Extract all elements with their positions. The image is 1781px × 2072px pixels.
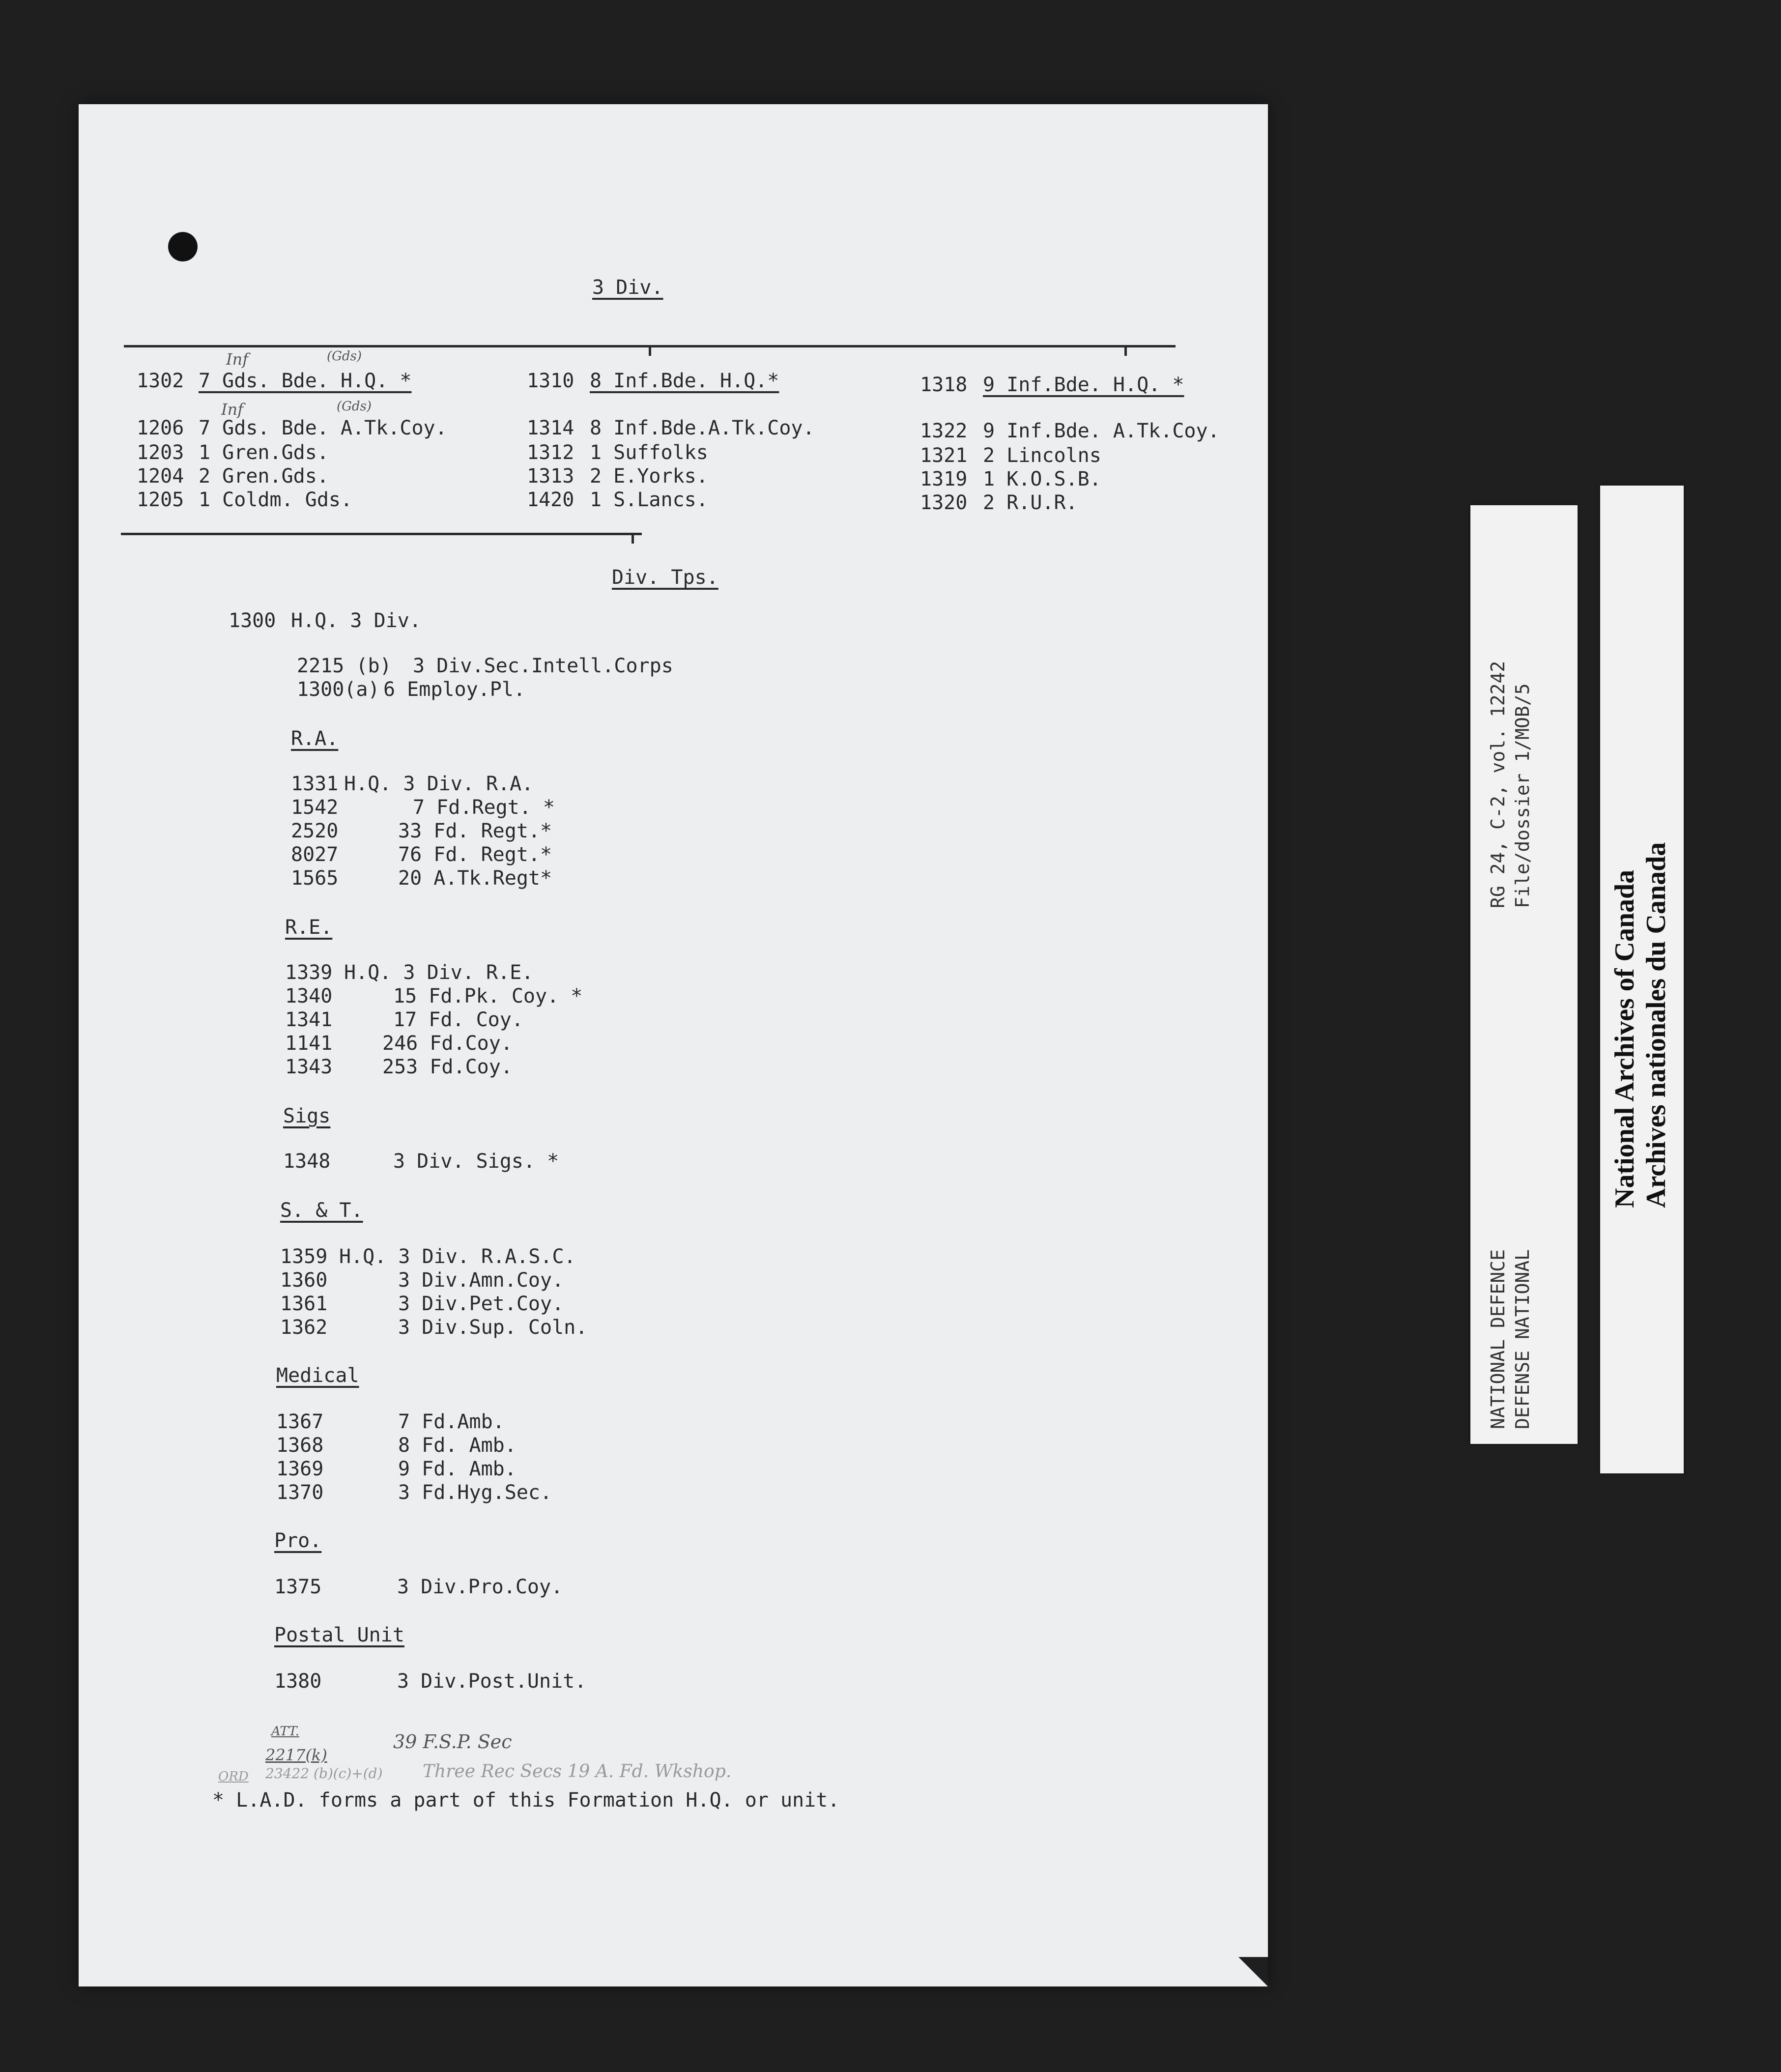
unit-number: 1375 — [274, 1576, 322, 1598]
unit-number: 1367 — [276, 1410, 324, 1433]
unit-number: 1300(a) — [297, 678, 380, 701]
unit-number: 1542 — [291, 796, 339, 819]
unit-name: 8 Inf.Bde.A.Tk.Coy. — [590, 417, 815, 439]
handwritten-annotation: Inf — [226, 350, 249, 369]
unit-name: 1 K.O.S.B. — [983, 468, 1101, 490]
unit-number: 1205 — [137, 489, 184, 511]
brigade-hq-name: 9 Inf.Bde. H.Q. * — [983, 374, 1184, 396]
punch-hole — [168, 232, 198, 261]
footnote: * L.A.D. forms a part of this Formation H.Q. or unit. — [212, 1789, 840, 1812]
unit-name: 2 E.Yorks. — [590, 465, 708, 488]
unit-number: 1320 — [920, 491, 968, 514]
unit-number: 1340 — [285, 985, 333, 1007]
unit-name: 15 Fd.Pk. Coy. * — [393, 985, 583, 1007]
unit-name: 2 Gren.Gds. — [199, 465, 329, 488]
unit-name: 1 S.Lancs. — [590, 489, 708, 511]
brigade-hq-name: 7 Gds. Bde. H.Q. * — [199, 370, 412, 392]
department-line1: NATIONAL DEFENCE — [1487, 1249, 1509, 1429]
unit-number: 1341 — [285, 1008, 333, 1031]
unit-number: 1206 — [137, 417, 184, 439]
unit-number: 1339 — [285, 961, 333, 984]
unit-number: 1322 — [920, 420, 968, 442]
unit-number: 1348 — [283, 1150, 331, 1173]
unit-name: H.Q. 3 Div. R.A. — [344, 773, 534, 795]
unit-number: 1331 — [291, 773, 339, 795]
folded-corner — [1238, 1957, 1268, 1986]
unit-name: 3 Fd.Hyg.Sec. — [398, 1481, 552, 1504]
bottom-rule — [121, 533, 642, 535]
unit-number: 1565 — [291, 867, 339, 890]
section-heading: Postal Unit — [274, 1624, 404, 1646]
handwritten-ord-number: 23422 (b)(c)+(d) — [265, 1765, 383, 1782]
archive-reference-line2: File/dossier 1/MOB/5 — [1512, 683, 1533, 908]
unit-number: 1368 — [276, 1434, 324, 1457]
unit-name: 7 Fd.Amb. — [398, 1410, 505, 1433]
unit-name: 3 Div.Post.Unit. — [397, 1670, 587, 1693]
brigade-hq-name: 8 Inf.Bde. H.Q.* — [590, 370, 779, 392]
unit-number: 8027 — [291, 843, 339, 866]
unit-name: 76 Fd. Regt.* — [398, 843, 552, 866]
unit-number: 1204 — [137, 465, 184, 488]
unit-name: 253 Fd.Coy. — [382, 1056, 513, 1078]
handwritten-ord-label: ORD — [218, 1769, 249, 1784]
unit-number: 2215 (b) — [297, 655, 392, 677]
unit-name: 33 Fd. Regt.* — [398, 820, 552, 842]
unit-number: 1360 — [280, 1269, 328, 1292]
unit-name: H.Q. 3 Div. R.E. — [344, 961, 534, 984]
unit-name: 1 Suffolks — [590, 441, 708, 464]
handwritten-att-name: 39 F.S.P. Sec — [393, 1731, 512, 1753]
handwritten-annotation: Inf — [221, 400, 244, 419]
document-page — [79, 104, 1268, 1986]
unit-name: 9 Inf.Bde. A.Tk.Coy. — [983, 420, 1220, 442]
section-heading: Pro. — [274, 1529, 322, 1552]
handwritten-annotation: (Gds) — [337, 399, 372, 414]
unit-name: 17 Fd. Coy. — [393, 1008, 523, 1031]
unit-number: 1313 — [527, 465, 575, 488]
archive-reference-label — [1470, 505, 1578, 1444]
hq-name: H.Q. 3 Div. — [291, 609, 421, 632]
unit-number: 1319 — [920, 468, 968, 490]
handwritten-att-label: ATT. — [271, 1724, 299, 1739]
unit-name: 3 Div.Pro.Coy. — [397, 1576, 563, 1598]
handwritten-annotation: (Gds) — [327, 349, 362, 364]
div-tps-heading: Div. Tps. — [612, 566, 718, 589]
handwritten-ord-text: Three Rec Secs 19 A. Fd. Wkshop. — [423, 1761, 732, 1782]
bottom-rule-tick — [632, 533, 634, 544]
unit-name: 2 R.U.R. — [983, 491, 1078, 514]
unit-name: 7 Fd.Regt. * — [413, 796, 555, 819]
national-archives-label — [1600, 486, 1684, 1473]
brigade-hq-number: 1302 — [137, 370, 184, 392]
top-rule-tick — [649, 345, 651, 356]
section-heading: R.E. — [285, 916, 333, 939]
unit-number: 1361 — [280, 1293, 328, 1315]
unit-name: 1 Gren.Gds. — [199, 441, 329, 464]
unit-name: 20 A.Tk.Regt* — [398, 867, 552, 890]
unit-name: 6 Employ.Pl. — [383, 678, 525, 701]
unit-name: 8 Fd. Amb. — [398, 1434, 517, 1457]
unit-number: 1359 — [280, 1245, 328, 1268]
unit-number: 1321 — [920, 444, 968, 467]
unit-name: 3 Div. Sigs. * — [393, 1150, 559, 1173]
unit-number: 2520 — [291, 820, 339, 842]
top-rule-tick — [1124, 345, 1127, 356]
unit-name: 3 Div.Amn.Coy. — [398, 1269, 564, 1292]
unit-number: 1203 — [137, 441, 184, 464]
archives-name-fr: Archives nationales du Canada — [1641, 842, 1671, 1208]
unit-name: 7 Gds. Bde. A.Tk.Coy. — [199, 417, 447, 439]
brigade-hq-number: 1318 — [920, 374, 968, 396]
unit-number: 1369 — [276, 1458, 324, 1480]
hq-number: 1300 — [229, 609, 276, 632]
unit-name: H.Q. 3 Div. R.A.S.C. — [339, 1245, 576, 1268]
unit-name: 2 Lincolns — [983, 444, 1101, 467]
archive-reference-line1: RG 24, C-2, vol. 12242 — [1487, 661, 1509, 908]
section-heading: S. & T. — [280, 1199, 363, 1222]
section-heading: R.A. — [291, 727, 339, 750]
unit-name: 3 Div.Sup. Coln. — [398, 1316, 588, 1339]
unit-number: 1362 — [280, 1316, 328, 1339]
handwritten-att-number: 2217(k) — [265, 1746, 327, 1764]
unit-number: 1312 — [527, 441, 575, 464]
unit-number: 1314 — [527, 417, 575, 439]
unit-name: 9 Fd. Amb. — [398, 1458, 517, 1480]
section-heading: Medical — [276, 1364, 359, 1387]
section-heading: Sigs — [283, 1105, 331, 1127]
unit-name: 3 Div.Pet.Coy. — [398, 1293, 564, 1315]
brigade-hq-number: 1310 — [527, 370, 575, 392]
unit-number: 1343 — [285, 1056, 333, 1078]
archives-name-en: National Archives of Canada — [1609, 869, 1640, 1208]
department-line2: DEFENSE NATIONAL — [1512, 1249, 1533, 1429]
unit-name: 1 Coldm. Gds. — [199, 489, 353, 511]
unit-name: 3 Div.Sec.Intell.Corps — [413, 655, 673, 677]
unit-number: 1380 — [274, 1670, 322, 1693]
page-title: 3 Div. — [592, 276, 663, 299]
unit-number: 1420 — [527, 489, 575, 511]
unit-number: 1141 — [285, 1032, 333, 1055]
unit-number: 1370 — [276, 1481, 324, 1504]
unit-name: 246 Fd.Coy. — [382, 1032, 513, 1055]
